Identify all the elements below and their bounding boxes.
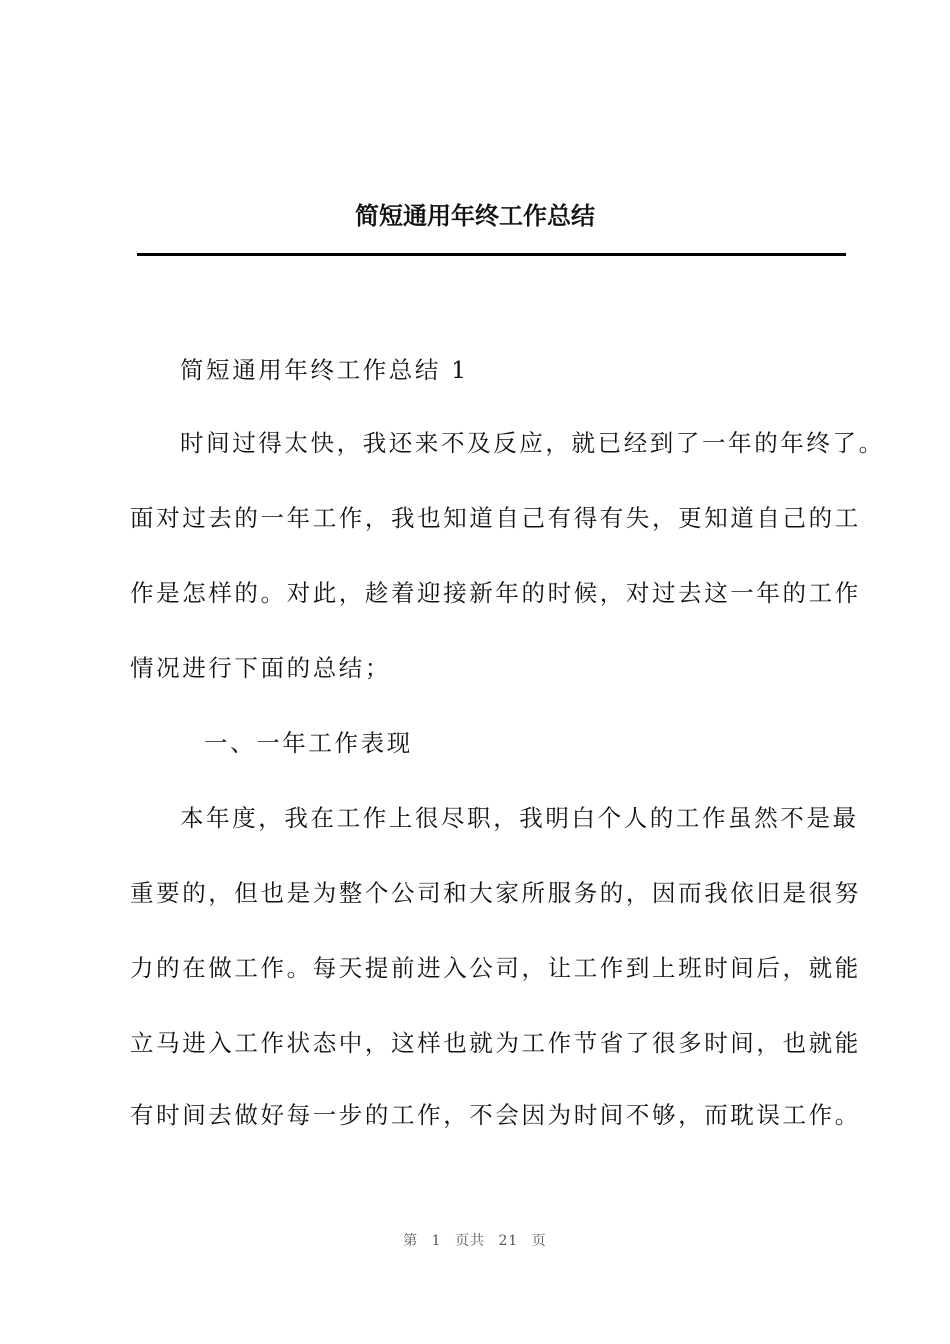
- paragraph-line: 有时间去做好每一步的工作，不会因为时间不够，而耽误工作。: [130, 1101, 861, 1129]
- paragraph-line: 作是怎样的。对此，趁着迎接新年的时候，对过去这一年的工作: [130, 579, 861, 607]
- document-title: 简短通用年终工作总结: [355, 202, 595, 230]
- paragraph-line: 情况进行下面的总结；: [130, 654, 391, 682]
- paragraph-line: 重要的，但也是为整个公司和大家所服务的，因而我依旧是很努: [130, 879, 861, 907]
- paragraph-line: 时间过得太快，我还来不及反应，就已经到了一年的年终了。: [180, 429, 885, 457]
- paragraph-line: 面对过去的一年工作，我也知道自己有得有失，更知道自己的工: [130, 504, 861, 532]
- title-underline: [137, 253, 846, 256]
- paragraph-line: 本年度，我在工作上很尽职，我明白个人的工作虽然不是最: [180, 804, 859, 832]
- subheading: 一、一年工作表现: [204, 729, 413, 757]
- page-footer: 第 1 页共 21 页: [403, 1233, 547, 1249]
- paragraph-line: 立马进入工作状态中，这样也就为工作节省了很多时间，也就能: [130, 1029, 861, 1057]
- paragraph-line: 力的在做工作。每天提前进入公司，让工作到上班时间后，就能: [130, 954, 861, 982]
- section-heading: 简短通用年终工作总结 1: [180, 356, 469, 384]
